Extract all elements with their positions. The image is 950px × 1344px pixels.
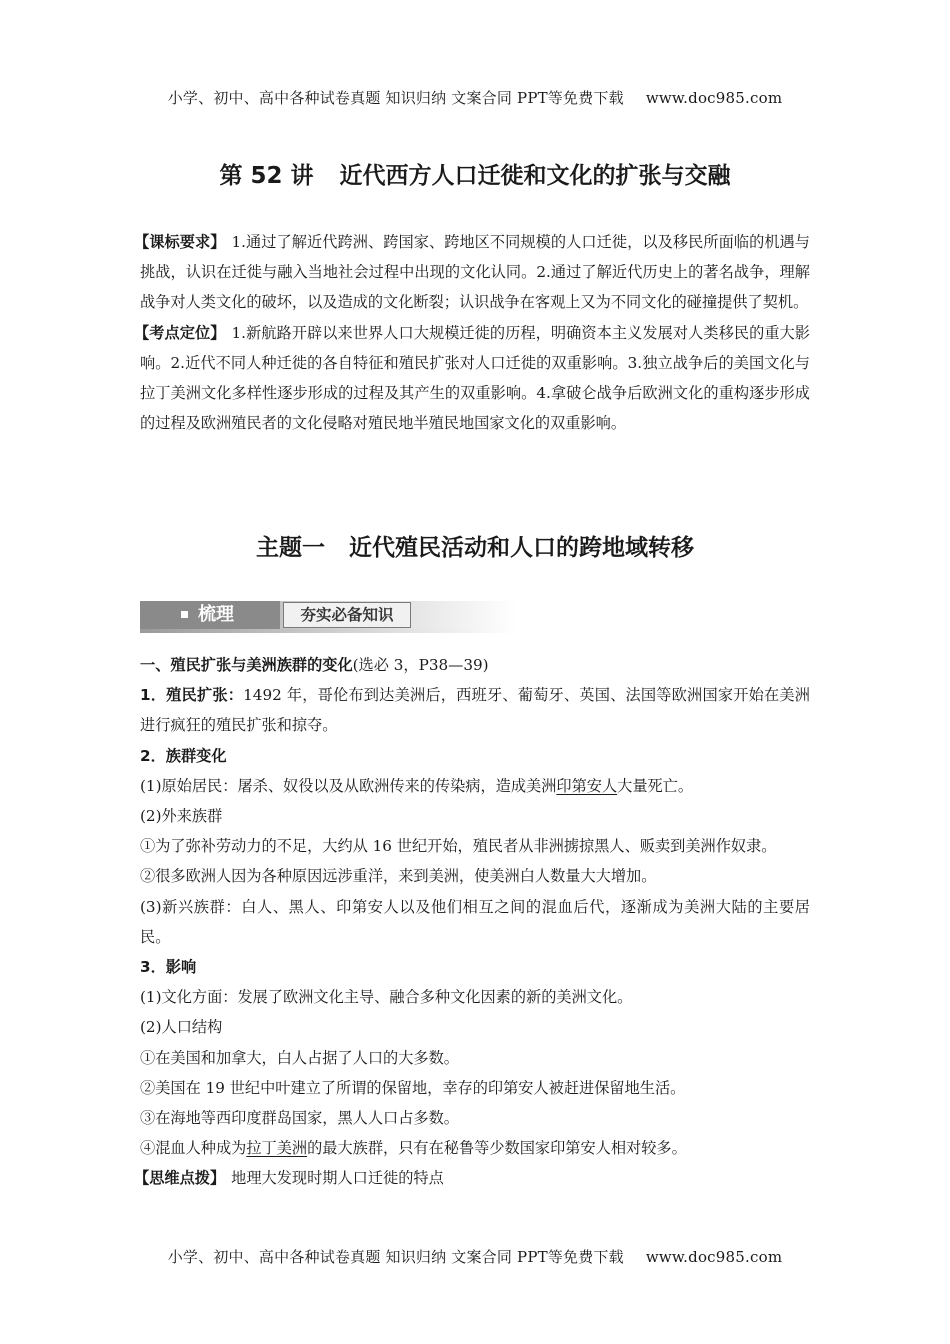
sub-item-culture: (1)文化方面：发展了欧洲文化主导、融合多种文化因素的新的美洲文化。 <box>140 988 633 1007</box>
item-ethnic-change-heading: 2．族群变化 <box>140 746 227 765</box>
theme-title <box>0 529 950 562</box>
curriculum-paragraph <box>134 227 810 318</box>
positioning-label: 【考点定位】 <box>134 323 226 342</box>
sub-item-native-residents: (1)原始居民：屠杀、奴役以及从欧洲传来的传染病，造成美洲印第安人大量死亡。 <box>140 776 694 795</box>
theme-name: 近代殖民活动和人口的跨地域转移 <box>349 535 694 561</box>
page-title <box>0 157 950 190</box>
positioning-paragraph <box>134 318 810 439</box>
page-header <box>0 87 950 108</box>
sub-item-new-groups: (3)新兴族群：白人、黑人、印第安人以及他们相互之间的混血后代，逐渐成为美洲大陆的主要居民。 <box>140 897 810 946</box>
sub-item-population-structure: (2)人口结构 <box>140 1018 223 1037</box>
section-banner <box>140 601 516 633</box>
positioning-text: 1.新航路开辟以来世界人口大规模迁徙的历程，明确资本主义发展对人类移民的重大影响。2.近代不同人种迁徙的各自特征和殖民扩张对人口迁徙的双重影响。3.独立战争后的美国文化与拉丁美洲文化多样性逐步形成的过程及其产生的双重影响。4.拿破仑战争后欧洲文化的重构逐步形成的过程及欧洲殖民者的文化侵略对殖民地半殖民地国家文化的双重影响。 <box>140 323 810 433</box>
page-footer <box>0 1246 950 1267</box>
header-text: 小学、初中、高中各种试卷真题 知识归纳 文案合同 PPT等免费下载 <box>167 89 624 107</box>
banner-label: 梳理 <box>198 604 234 625</box>
underlined-term: 印第安人 <box>556 776 618 795</box>
point-reservations: ②美国在 19 世纪中叶建立了所谓的保留地，幸存的印第安人被赶进保留地生活。 <box>140 1078 686 1097</box>
point-us-canada: ①在美国和加拿大，白人占据了人口的大多数。 <box>140 1048 459 1067</box>
item-colonial-expansion: 1．殖民扩张：1492 年，哥伦布到达美洲后，西班牙、葡萄牙、英国、法国等欧洲国家开始在美洲进行疯狂的殖民扩张和掠夺。 <box>140 686 810 735</box>
body-content <box>134 650 810 1194</box>
header-url[interactable]: www.doc985.com <box>645 89 783 107</box>
section-heading: 一、殖民扩张与美洲族群的变化(选必 3，P38—39) <box>140 656 489 674</box>
theme-number: 主题一 <box>256 535 325 561</box>
banner-tag: 夯实必备知识 <box>283 602 411 628</box>
section-reference: (选必 3，P38—39) <box>352 656 489 674</box>
point-european-settlers: ②很多欧洲人因为各种原因远涉重洋，来到美洲，使美洲白人数量大大增加。 <box>140 867 657 886</box>
curriculum-text: 1.通过了解近代跨洲、跨国家、跨地区不同规模的人口迁徙，以及移民所面临的机遇与挑战，认识在迁徙与融入当地社会过程中出现的文化认同。2.通过了解近代历史上的著名战争，理解战争对人类文化的破坏，以及造成的文化断裂；认识战争在客观上又为不同文化的碰撞提供了契机。 <box>140 233 810 312</box>
underlined-term: 拉丁美洲 <box>246 1139 308 1158</box>
point-haiti: ③在海地等西印度群岛国家，黑人人口占多数。 <box>140 1109 459 1128</box>
lecture-title: 近代西方人口迁徙和文化的扩张与交融 <box>339 163 731 189</box>
footer-text: 小学、初中、高中各种试卷真题 知识归纳 文案合同 PPT等免费下载 <box>167 1248 624 1266</box>
point-african-slaves: ①为了弥补劳动力的不足，大约从 16 世纪开始，殖民者从非洲掳掠黑人、贩卖到美洲作奴隶。 <box>140 837 777 856</box>
thinking-tip <box>134 1163 810 1193</box>
footer-url[interactable]: www.doc985.com <box>645 1248 783 1266</box>
thinking-text: 地理大发现时期人口迁徙的特点 <box>231 1169 444 1188</box>
thinking-label: 【思维点拨】 <box>134 1169 226 1188</box>
sub-item-foreign-groups: (2)外来族群 <box>140 807 223 826</box>
item-impact-heading: 3．影响 <box>140 958 197 977</box>
square-bullet-icon <box>181 611 188 618</box>
lecture-number: 第 52 讲 <box>219 163 314 189</box>
point-latin-america: ④混血人种成为拉丁美洲的最大族群，只有在秘鲁等少数国家印第安人相对较多。 <box>140 1139 687 1158</box>
curriculum-label: 【课标要求】 <box>134 233 226 251</box>
requirements-block <box>134 227 810 438</box>
